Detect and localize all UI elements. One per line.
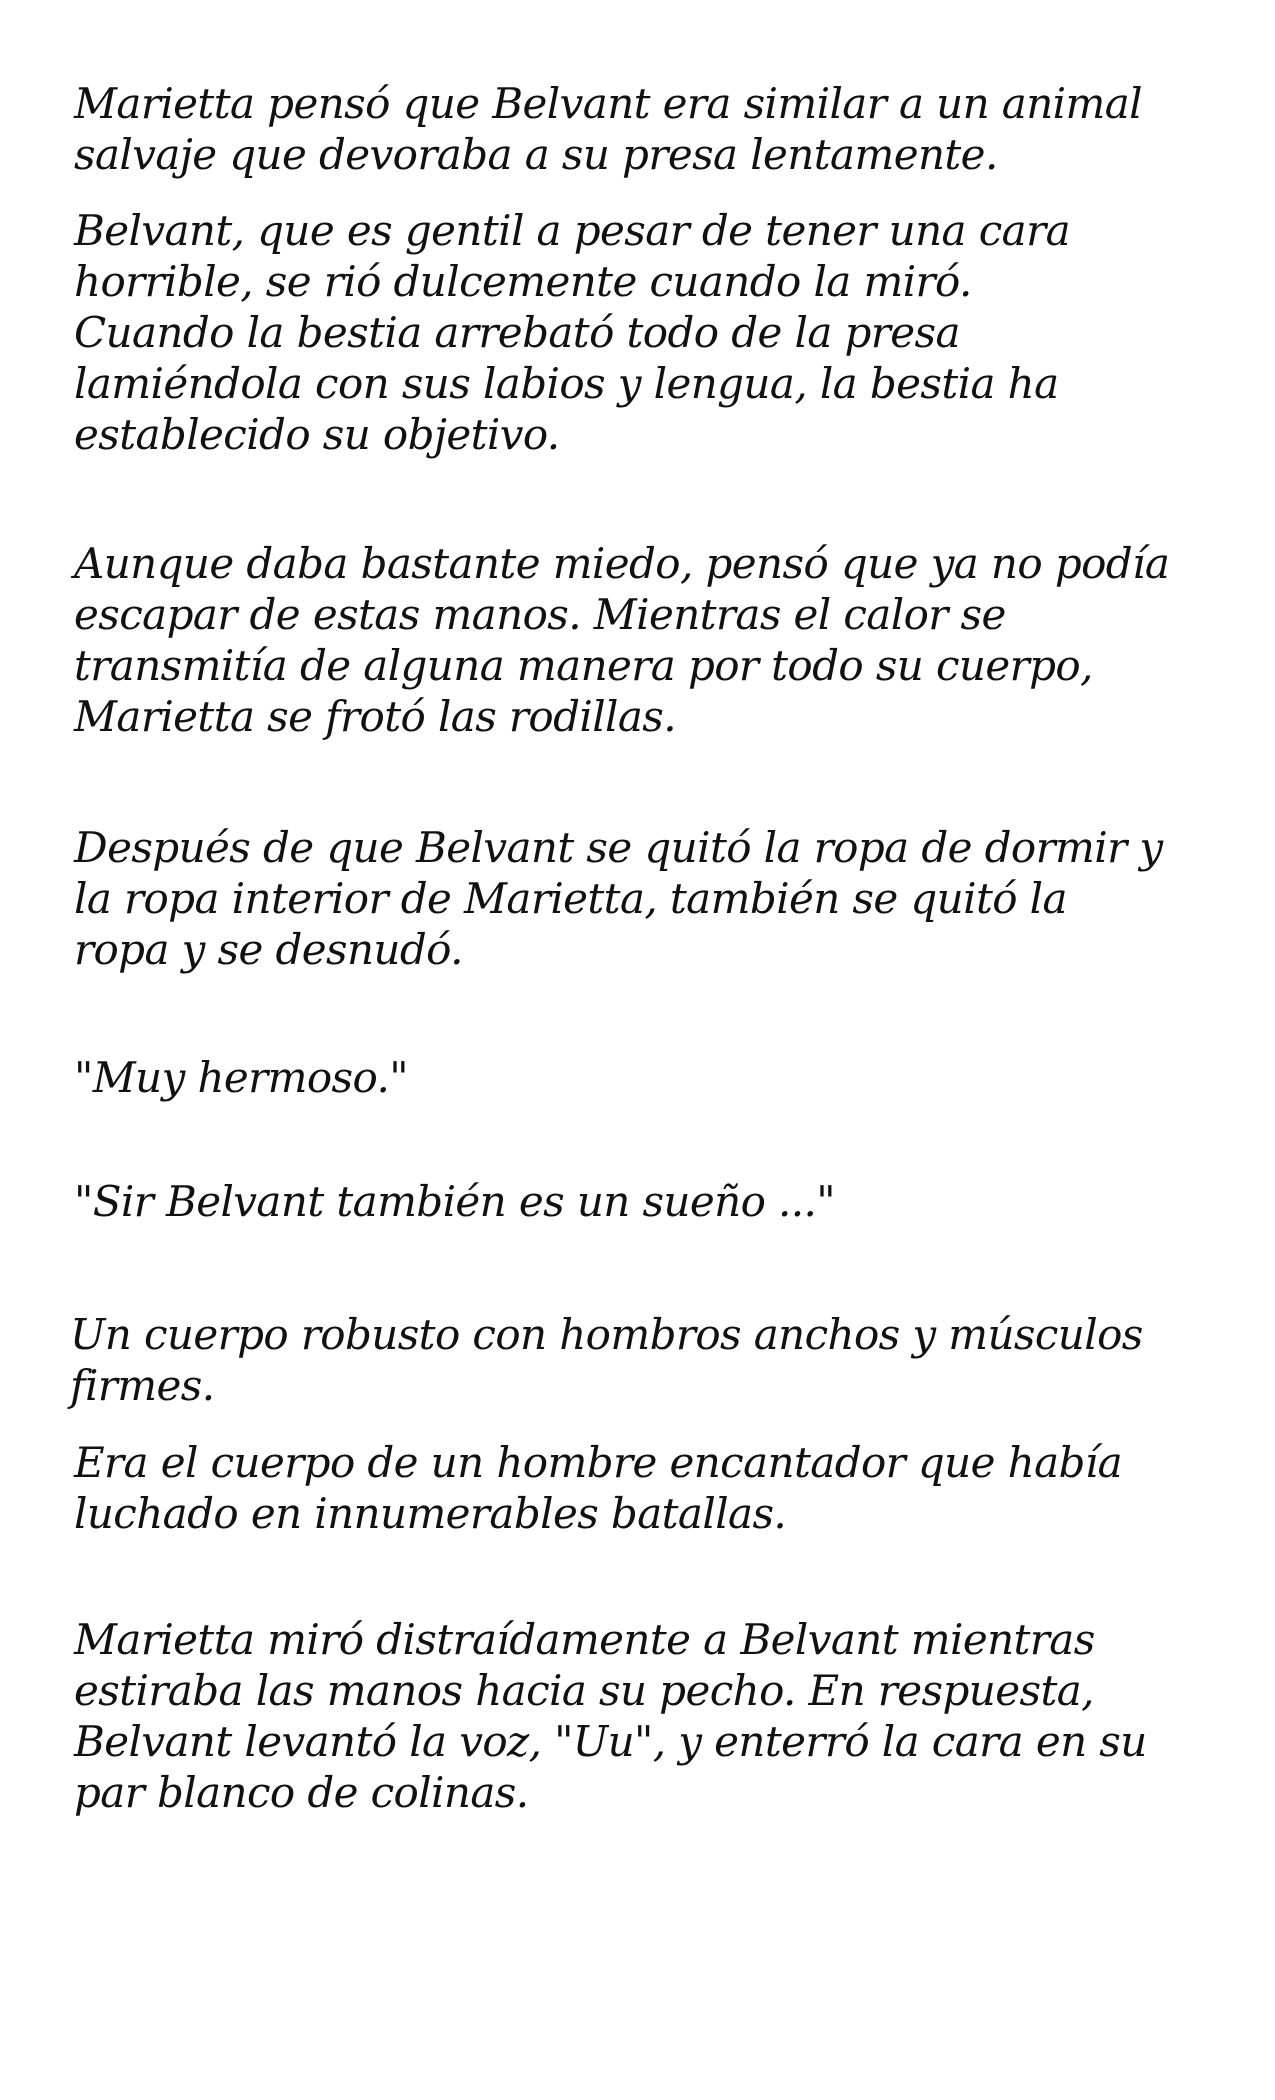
text-line: escapar de estas manos. Mientras el calor se [74, 590, 1006, 639]
text-line: establecido su objetivo. [74, 410, 560, 459]
text-line: "Sir Belvant también es un sueño ..." [74, 1177, 835, 1226]
text-line: par blanco de colinas. [74, 1768, 529, 1817]
text-line: la ropa interior de Marietta, también se quitó la [74, 874, 1067, 923]
text-line: Belvant levantó la voz, "Uu", y enterró la cara en su [74, 1717, 1147, 1766]
text-line: Era el cuerpo de un hombre encantador que había [74, 1438, 1123, 1487]
paragraph-8 [74, 1437, 1122, 1539]
text-line: Aunque daba bastante miedo, pensó que ya no podía [74, 539, 1170, 588]
text-line: ropa y se desnudó. [74, 925, 463, 974]
text-line: Cuando la bestia arrebató todo de la presa [74, 308, 960, 357]
paragraph-5 [74, 1052, 408, 1103]
text-line: firmes. [70, 1361, 215, 1410]
text-line: Un cuerpo robusto con hombros anchos y músculos [70, 1310, 1143, 1359]
paragraph-7 [70, 1309, 1143, 1411]
text-line: Marietta miró distraídamente a Belvant mientras [74, 1615, 1095, 1664]
text-line: horrible, se rió dulcemente cuando la miró. [74, 257, 972, 306]
paragraph-9 [74, 1614, 1147, 1818]
text-line: salvaje que devoraba a su presa lentamente. [74, 130, 998, 179]
text-line: Belvant, que es gentil a pesar de tener una cara [74, 206, 1071, 255]
paragraph-1 [74, 78, 1142, 180]
text-line: Marietta se frotó las rodillas. [74, 692, 677, 741]
paragraph-2 [74, 205, 1070, 460]
text-line: lamiéndola con sus labios y lengua, la bestia ha [74, 359, 1059, 408]
paragraph-4 [74, 822, 1162, 975]
text-line: luchado en innumerables batallas. [74, 1489, 787, 1538]
paragraph-6 [74, 1176, 835, 1227]
paragraph-3 [74, 538, 1169, 742]
text-line: transmitía de alguna manera por todo su cuerpo, [74, 641, 1093, 690]
text-line: Después de que Belvant se quitó la ropa de dormir y [74, 823, 1163, 872]
text-line: Marietta pensó que Belvant era similar a un animal [74, 79, 1143, 128]
text-line: estiraba las manos hacia su pecho. En respuesta, [74, 1666, 1094, 1715]
text-line: "Muy hermoso." [74, 1053, 408, 1102]
